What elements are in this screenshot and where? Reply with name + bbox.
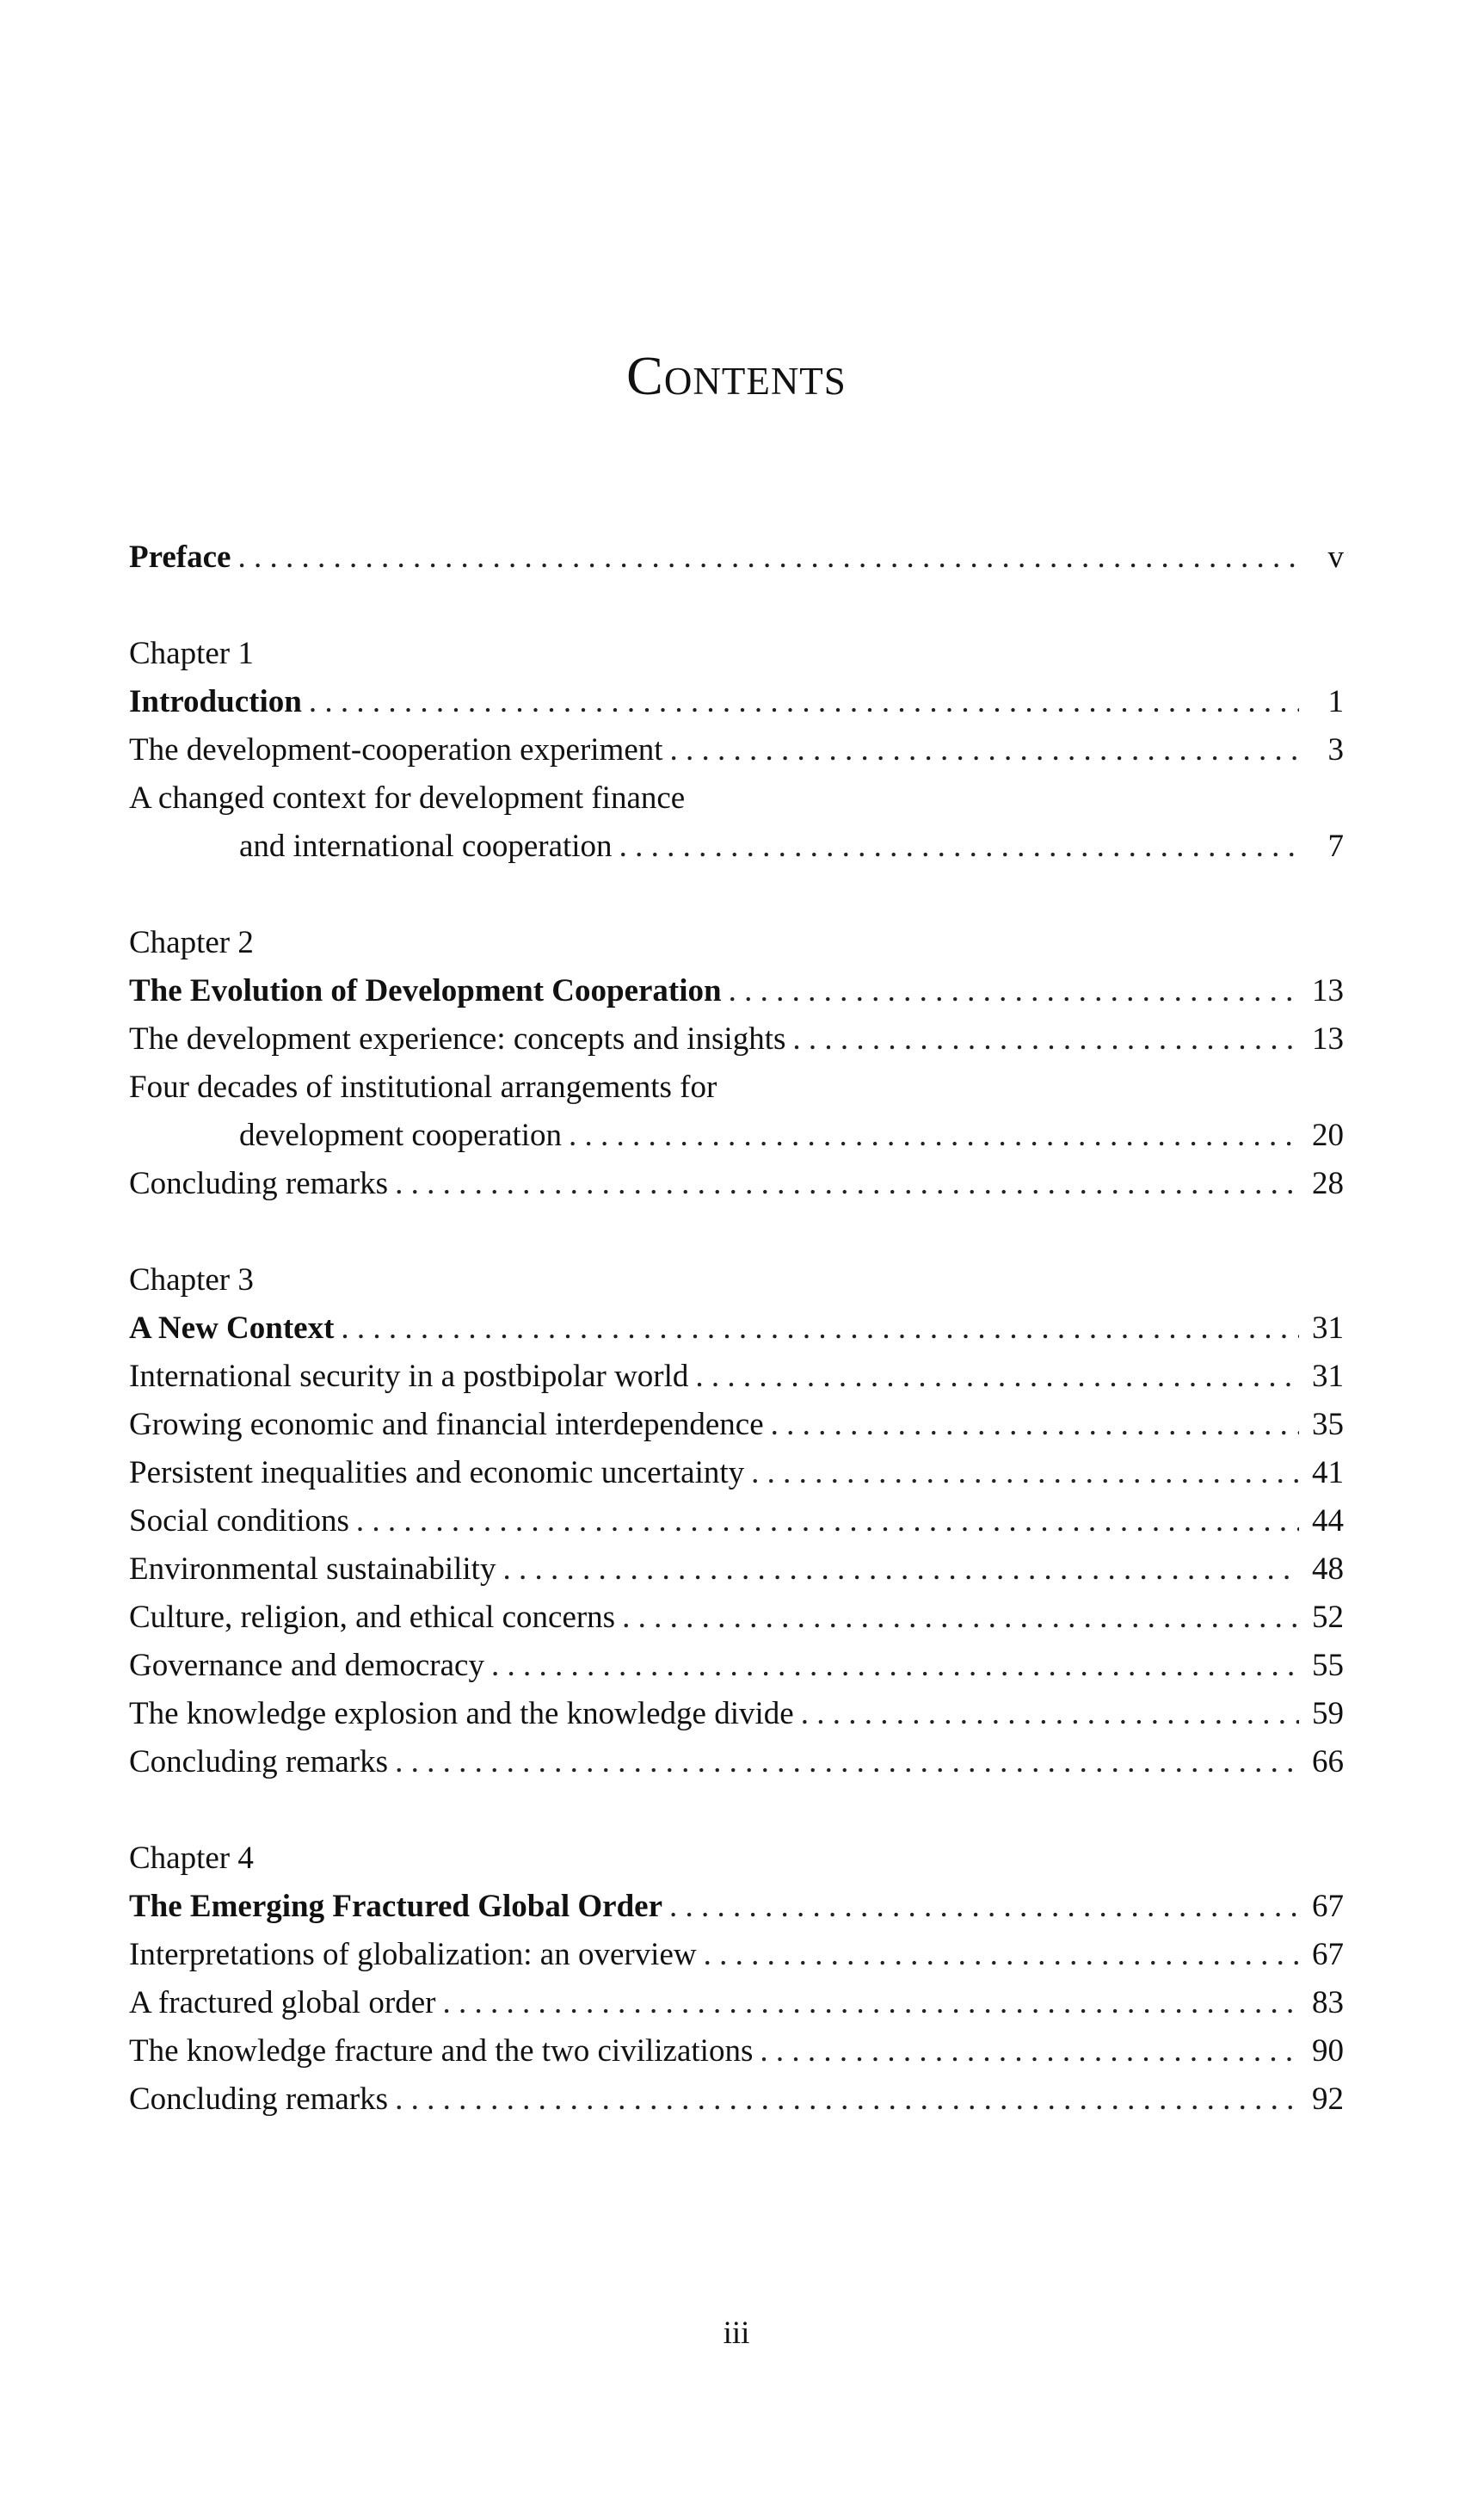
- table-of-contents: [129, 533, 1344, 2124]
- leader-dots: [569, 1112, 1299, 1160]
- toc-entry-title: The development-cooperation experiment: [129, 732, 663, 768]
- toc-page-number: 20: [1312, 1118, 1344, 1153]
- toc-section-entry: [129, 1015, 1344, 1064]
- leader-dots: [395, 1738, 1299, 1786]
- leader-dots: [792, 1015, 1299, 1064]
- toc-entry-title: Concluding remarks: [129, 2082, 389, 2117]
- toc-page-number: 44: [1312, 1503, 1344, 1539]
- toc-page: [129, 0, 1344, 2504]
- toc-page-number: v: [1327, 540, 1344, 575]
- toc-section-entry: [129, 1401, 1344, 1449]
- toc-entry-title-line: Four decades of institutional arrangements for: [129, 1070, 717, 1105]
- toc-page-number: 13: [1312, 973, 1344, 1008]
- leader-dots: [751, 1449, 1299, 1497]
- toc-page-number: 35: [1312, 1407, 1344, 1442]
- toc-section-entry: [129, 1690, 1344, 1738]
- toc-entry-title: Concluding remarks: [129, 1744, 389, 1779]
- chapter-label: Chapter 4: [129, 1841, 254, 1876]
- page-title: Contents: [626, 345, 847, 406]
- toc-section-entry: [129, 823, 1344, 871]
- leader-dots: [309, 678, 1299, 726]
- leader-dots: [443, 1979, 1300, 2027]
- toc-entry-title: Environmental sustainability: [129, 1551, 496, 1587]
- toc-entry-title: Interpretations of globalization: an overview: [129, 1937, 697, 1972]
- toc-section-entry: [129, 1497, 1344, 1545]
- leader-dots: [622, 1594, 1299, 1642]
- toc-page-number: 31: [1312, 1359, 1344, 1394]
- toc-page-number: 67: [1312, 1937, 1344, 1972]
- toc-section-entry: [129, 1353, 1344, 1401]
- leader-dots: [341, 1304, 1299, 1353]
- leader-dots: [491, 1642, 1299, 1690]
- leader-dots: [760, 2027, 1299, 2075]
- toc-page-number: 48: [1312, 1551, 1344, 1587]
- leader-dots: [729, 967, 1299, 1015]
- toc-section-entry: [129, 726, 1344, 774]
- toc-section-entry: [129, 1642, 1344, 1690]
- toc-page-number: 66: [1312, 1744, 1344, 1779]
- toc-entry-title: development cooperation: [239, 1118, 563, 1153]
- toc-section-entry: [129, 1931, 1344, 1979]
- toc-section-entry: [129, 2075, 1344, 2124]
- toc-page-number: 13: [1312, 1021, 1344, 1057]
- leader-dots: [695, 1353, 1299, 1401]
- toc-page-number: 28: [1312, 1166, 1344, 1201]
- toc-entry-title: Concluding remarks: [129, 1166, 389, 1201]
- toc-section-entry: [129, 1738, 1344, 1786]
- chapter-label: Chapter 1: [129, 636, 254, 671]
- chapter-label: Chapter 3: [129, 1262, 254, 1298]
- leader-dots: [771, 1401, 1299, 1449]
- toc-page-number: 67: [1312, 1889, 1344, 1924]
- leader-dots: [801, 1690, 1299, 1738]
- toc-page-number: 92: [1312, 2082, 1344, 2117]
- chapter-title-entry: [129, 1304, 1344, 1353]
- toc-entry-title: A fractured global order: [129, 1985, 436, 2020]
- toc-page-number: 59: [1312, 1696, 1344, 1731]
- toc-section-entry: [129, 1112, 1344, 1160]
- chapter-title-entry: [129, 967, 1344, 1015]
- toc-entry-title: Preface: [129, 540, 231, 575]
- toc-entry-title-line: A changed context for development finance: [129, 780, 686, 816]
- leader-dots: [395, 1160, 1299, 1208]
- toc-entry-title: Culture, religion, and ethical concerns: [129, 1600, 616, 1635]
- toc-section-entry: [129, 1545, 1344, 1594]
- leader-dots: [237, 533, 1299, 582]
- leader-dots: [669, 1883, 1299, 1931]
- chapter-title-entry: [129, 678, 1344, 726]
- toc-page-number: 7: [1327, 829, 1344, 864]
- leader-dots: [670, 726, 1299, 774]
- toc-page-number: 31: [1312, 1311, 1344, 1346]
- toc-entry-title: The knowledge fracture and the two civilizations: [129, 2033, 754, 2069]
- toc-entry-title: The development experience: concepts and insights: [129, 1021, 786, 1057]
- toc-entry-title: Social conditions: [129, 1503, 349, 1539]
- toc-entry-title: The Emerging Fractured Global Order: [129, 1889, 663, 1924]
- chapter-title-entry: [129, 1883, 1344, 1931]
- toc-entry-title: Growing economic and financial interdependence: [129, 1407, 764, 1442]
- toc-section-entry: [129, 1449, 1344, 1497]
- chapter-label: Chapter 2: [129, 925, 254, 960]
- leader-dots: [395, 2075, 1299, 2124]
- toc-entry-title: Introduction: [129, 684, 302, 719]
- toc-section-entry: [129, 1979, 1344, 2027]
- toc-entry-title: International security in a postbipolar world: [129, 1359, 689, 1394]
- toc-section-entry: [129, 1160, 1344, 1208]
- toc-entry-title: and international cooperation: [239, 829, 613, 864]
- page-number-footer: iii: [723, 2316, 750, 2351]
- toc-page-number: 52: [1312, 1600, 1344, 1635]
- toc-page-number: 1: [1327, 684, 1344, 719]
- toc-page-number: 83: [1312, 1985, 1344, 2020]
- toc-entry-title: The Evolution of Development Cooperation: [129, 973, 722, 1008]
- toc-entry-preface: [129, 533, 1344, 582]
- toc-page-number: 55: [1312, 1648, 1344, 1683]
- toc-section-entry: [129, 1594, 1344, 1642]
- toc-entry-title: A New Context: [129, 1311, 335, 1346]
- leader-dots: [356, 1497, 1299, 1545]
- toc-entry-title: Persistent inequalities and economic uncertainty: [129, 1455, 745, 1490]
- toc-entry-title: The knowledge explosion and the knowledge divide: [129, 1696, 794, 1731]
- toc-page-number: 90: [1312, 2033, 1344, 2069]
- toc-page-number: 41: [1312, 1455, 1344, 1490]
- leader-dots: [502, 1545, 1299, 1594]
- toc-page-number: 3: [1327, 732, 1344, 768]
- toc-section-entry: [129, 2027, 1344, 2075]
- leader-dots: [619, 823, 1299, 871]
- toc-entry-title: Governance and democracy: [129, 1648, 484, 1683]
- leader-dots: [704, 1931, 1299, 1979]
